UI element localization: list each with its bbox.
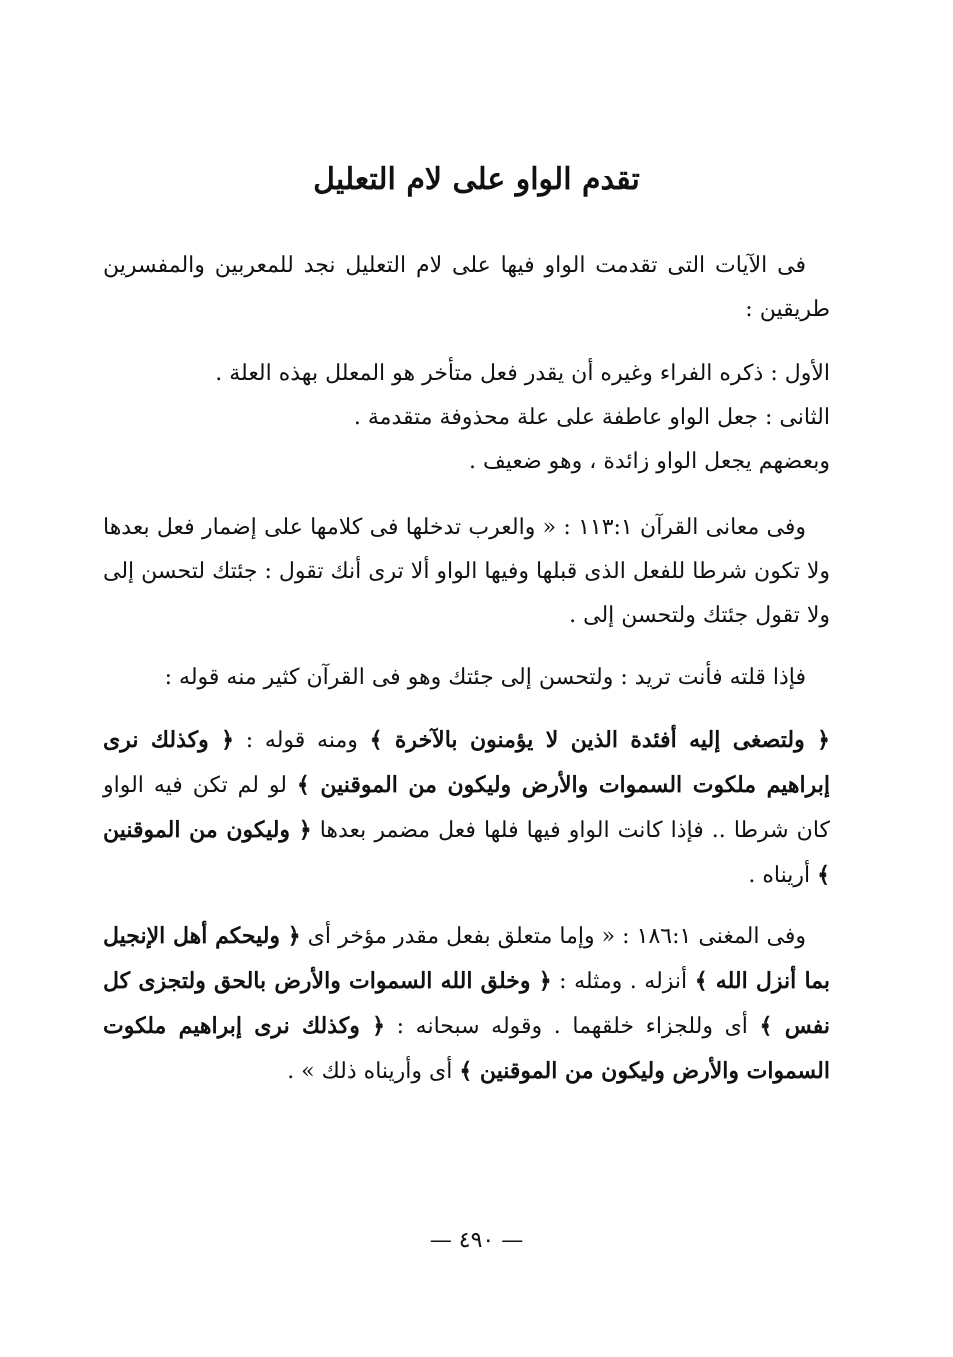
method-third: وبعضهم يجعل الواو زائدة ، وهو ضعيف . <box>468 449 830 474</box>
intro-text: فى الآيات التى تقدمت الواو فيها على لام التعليل نجد للمعربين والمفسرين طريقين : <box>103 253 830 322</box>
quran-verse: ﴿ وكذلك نرى إبراهيم ملكوت السموات والأرض وليكون من الموقنين ﴾ <box>103 727 830 798</box>
transition-text: فإذا قلته فأنت تريد : ولتحسن إلى جئتك وهو فى القرآن كثير منه قوله : <box>164 665 806 690</box>
quran-verse: ﴿ ولتصغى إليه أفئدة الذين لا يؤمنون بالآخرة ﴾ <box>369 727 830 753</box>
page-number: — ٤٩٠ — <box>429 1228 524 1253</box>
quran-verse: ﴿ وليكون من الموقنين ﴾ <box>103 817 830 888</box>
commentary-text: أى وأريناه ذلك » . <box>287 1059 460 1084</box>
method-second: الثانى : جعل الواو عاطفة على علة محذوفة متقدمة . <box>353 405 830 430</box>
quran-examples-text <box>103 718 830 898</box>
methods-list <box>103 352 830 484</box>
commentary-text: لو لم تكن فيه الواو كان شرطا .. فإذا كانت الواو فيها فلها فعل مضمر بعدها <box>103 773 830 843</box>
mughni-quote-paragraph <box>103 914 830 1094</box>
quran-verse: ﴿ وخلق الله السموات والأرض بالحق ولتجزى كل نفس ﴾ <box>103 968 830 1039</box>
commentary-text: أنزله . ومثله : <box>551 969 695 994</box>
quran-verse: ﴿ وليحكم أهل الإنجيل بما أنزل الله ﴾ <box>103 923 830 994</box>
intro-paragraph <box>103 244 830 332</box>
quran-verse: ﴿ وكذلك نرى إبراهيم ملكوت السموات والأرض وليكون من الموقنين ﴾ <box>103 1013 830 1084</box>
maani-quote-paragraph <box>103 506 830 638</box>
commentary-text: وفى المغنى ١٨٦:١ : « وإما متعلق بفعل مقدر مؤخر أى <box>300 924 806 949</box>
maani-quote-text: وفى معانى القرآن ١١٣:١ : « والعرب تدخلها فى كلامها على إضمار فعل بعدها ولا تكون شرطا للفعل الذى قبلها وفيها الواو ألا ترى أنك تقول : جئتك لتحسن إلى ولا تقول جئتك ولتحسن إلى . <box>103 515 831 628</box>
transition-paragraph <box>103 656 830 700</box>
quran-examples-paragraph <box>103 718 830 898</box>
commentary-text: أى وللجزاء خلقهما . وقوله سبحانه : <box>385 1014 760 1039</box>
mughni-quote-text <box>103 914 830 1094</box>
page-title: تقدم الواو على لام التعليل <box>313 162 640 197</box>
method-first: الأول : ذكره الفراء وغيره أن يقدر فعل متأخر هو المعلل بهذه العلة . <box>215 361 830 386</box>
commentary-text: ومنه قوله : <box>234 728 370 753</box>
commentary-text: أريناه . <box>748 863 818 888</box>
